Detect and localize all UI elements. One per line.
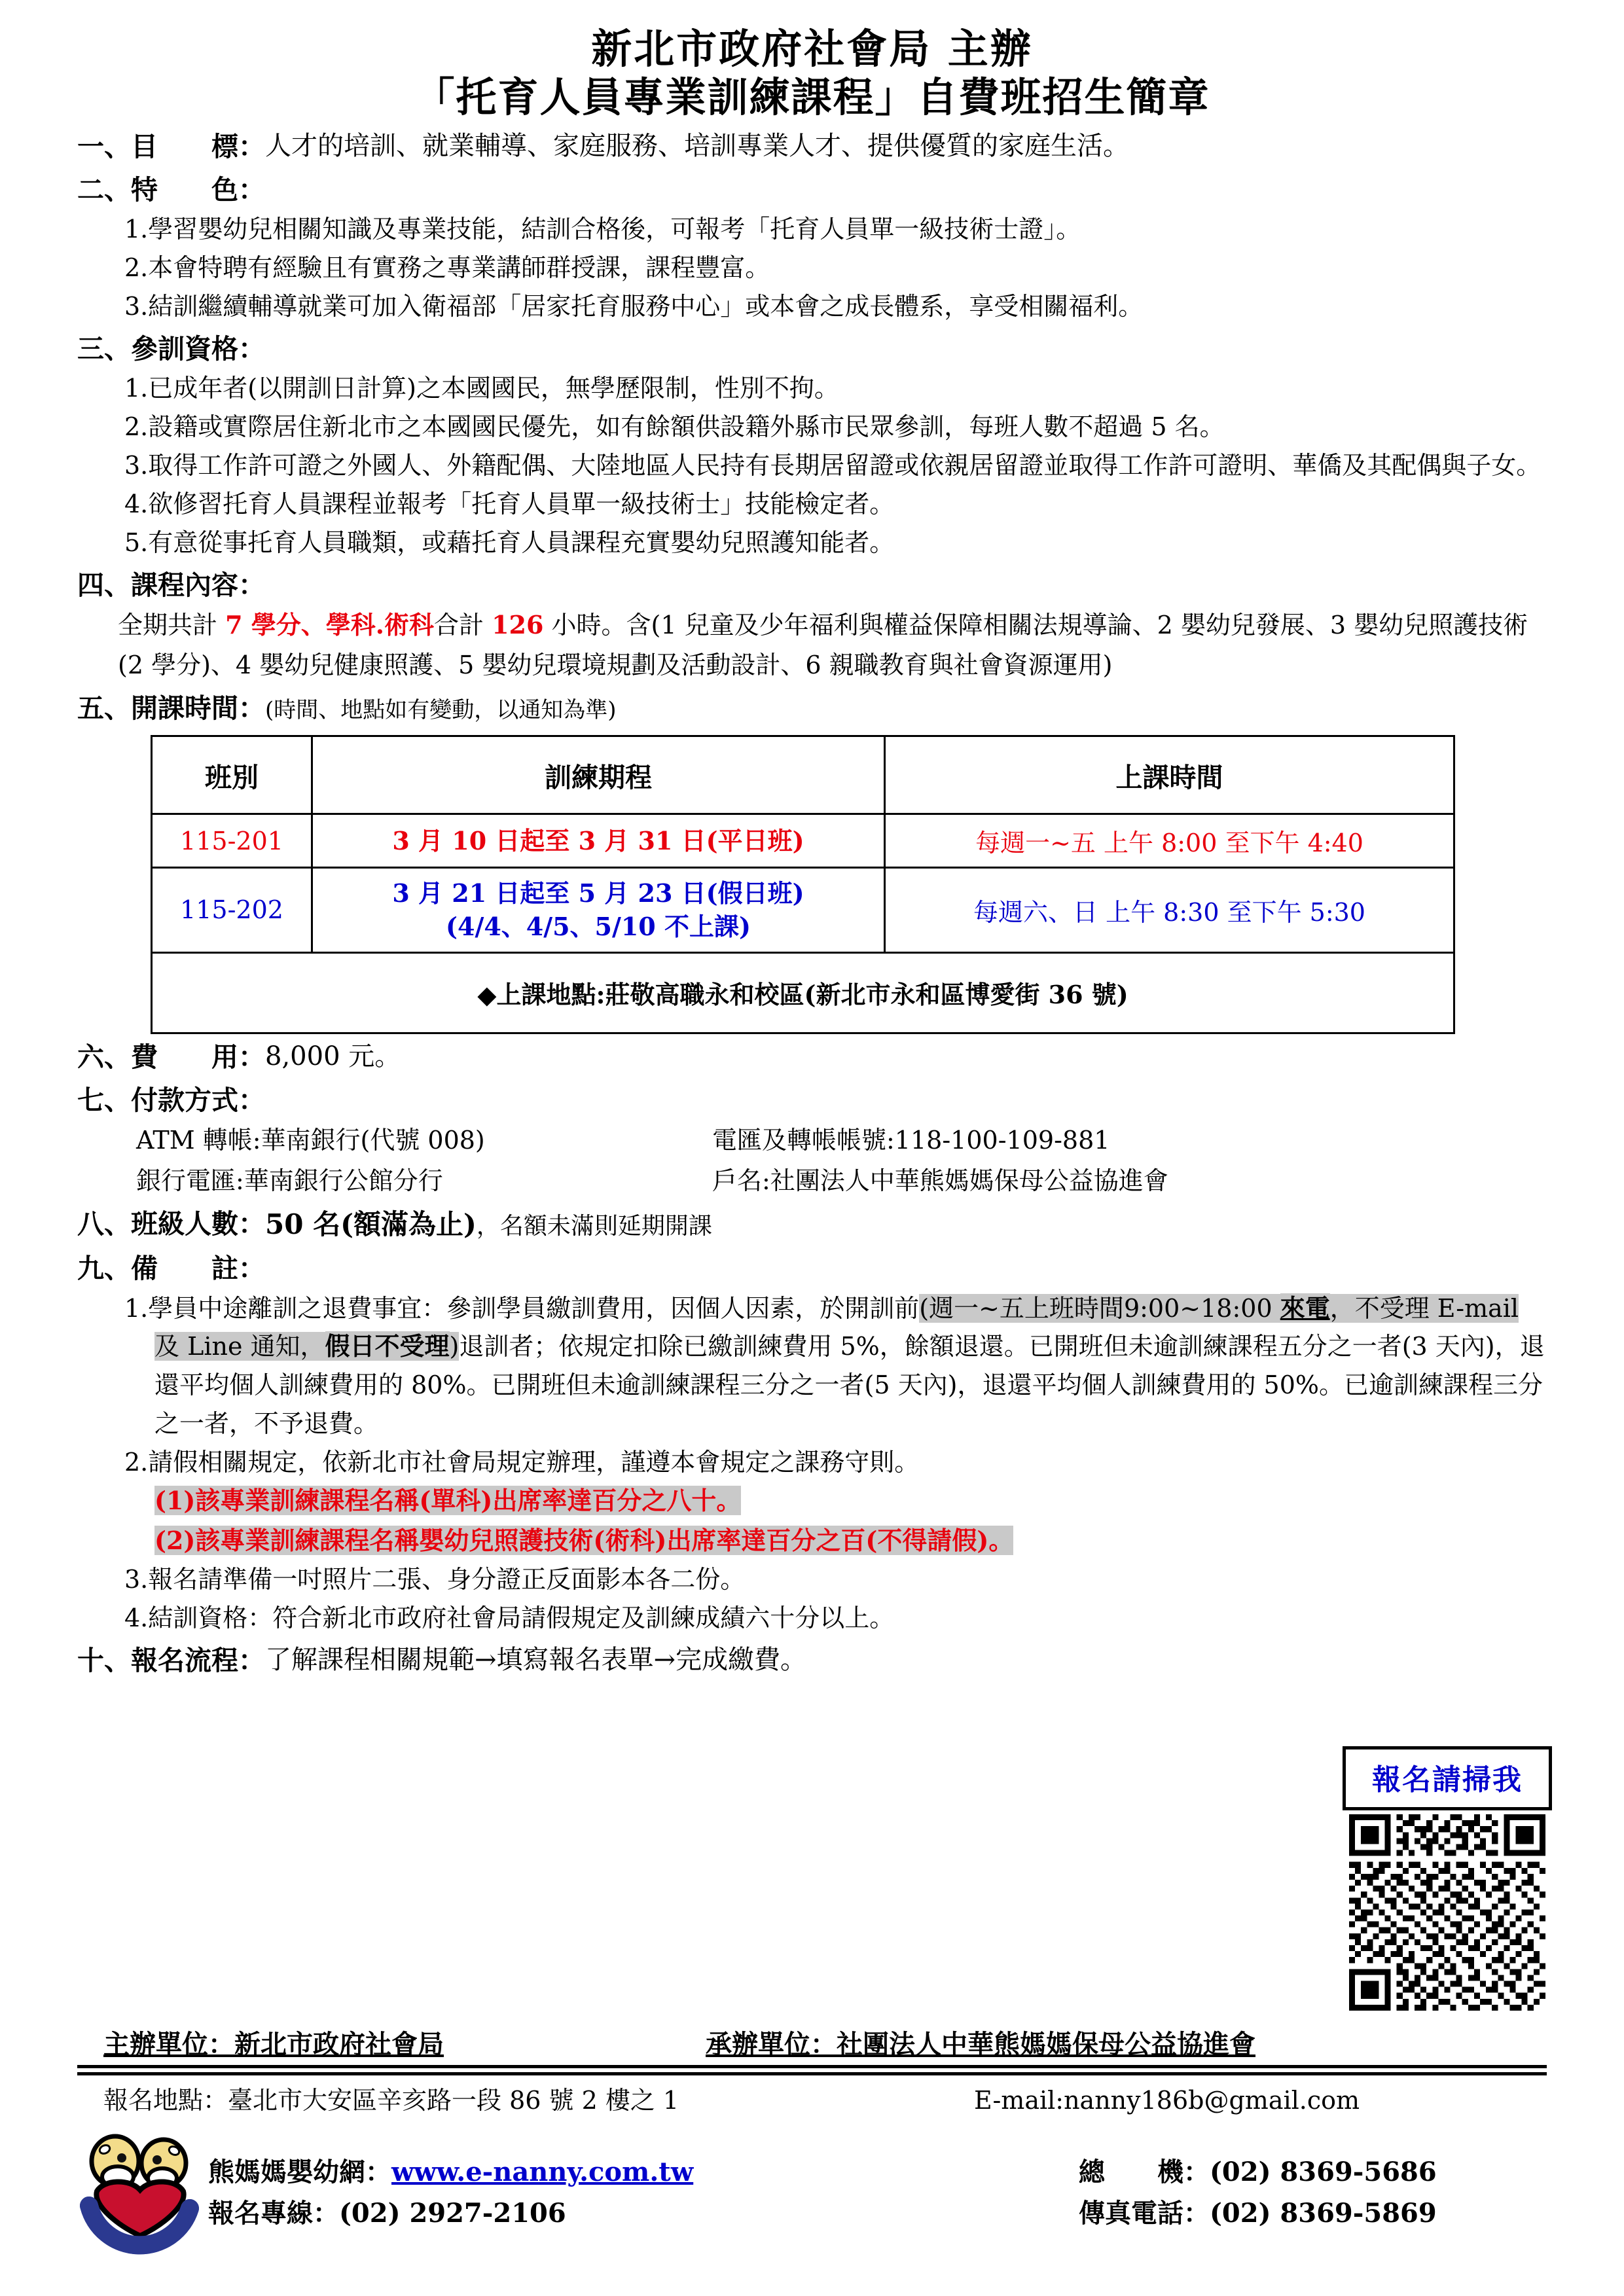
note1-call-emphasis: 來電 — [1280, 1293, 1330, 1323]
eligibility-item: 5.有意從事托育人員職類，或藉托育人員課程充實嬰幼兒照護知能者。 — [124, 528, 895, 557]
column-header-class: 班別 — [152, 736, 312, 814]
cell-period — [312, 868, 885, 953]
cell-venue: ◆上課地點:莊敬高職永和校區(新北市永和區博愛街 36 號) — [152, 952, 1454, 1033]
note-item-2-sub-wrap — [77, 1482, 1547, 1560]
note-item-4: 4.結訓資格：符合新北市政府社會局請假規定及訓練成績六十分以上。 — [124, 1603, 895, 1632]
footer-contact-row — [77, 2119, 1547, 2258]
main-phone-label: 總 機：(02) 8369-5686 — [1079, 2156, 1437, 2187]
bank-branch-label: 銀行電匯:華南銀行公館分行 — [136, 1166, 443, 1195]
table-header-row — [152, 736, 1454, 814]
signup-phone-label: 報名專線：(02) 2927-2106 — [208, 2198, 566, 2229]
payment-row-2 — [77, 1161, 1547, 1202]
email-label: E-mail:nanny186b@gmail.com — [974, 2086, 1360, 2115]
payment-row-1 — [77, 1121, 1547, 1161]
cell-time: 每週六、日 上午 8:30 至下午 5:30 — [885, 868, 1454, 953]
footer-contact-lines — [208, 2151, 1547, 2234]
column-header-period: 訓練期程 — [312, 736, 885, 814]
schedule-note: (時間、地點如有變動，以通知為準) — [265, 696, 617, 723]
eligibility-item: 4.欲修習托育人員課程並報考「托育人員單一級技術士」技能檢定者。 — [124, 490, 895, 519]
note1-holiday-emphasis: 假日不受理 — [325, 1331, 450, 1361]
host-unit-label: 主辦單位：新北市政府社會局 — [103, 2029, 444, 2060]
section-payment-number: 七、付款方式： — [77, 1084, 265, 1116]
curriculum-hours: 126 — [492, 610, 544, 640]
section-class-size-text — [265, 1204, 1547, 1246]
fax-label: 傳真電話：(02) 8369-5869 — [1079, 2198, 1437, 2229]
section-class-size-number: 八、班級人數： — [77, 1208, 265, 1240]
website-line — [208, 2151, 1079, 2193]
bear-mama-logo-icon — [77, 2127, 202, 2258]
note1-highlight-2a: 9:00~18:00 — [1123, 1293, 1280, 1323]
page-title-line2: 「托育人員專業訓練課程」自費班招生簡章 — [414, 73, 1210, 122]
cell-time: 每週一~五 上午 8:00 至下午 4:40 — [885, 814, 1454, 868]
section-schedule-header — [77, 688, 1547, 728]
footer — [77, 2024, 1547, 2258]
cell-class-id: 115-201 — [152, 814, 312, 868]
table-row — [152, 868, 1454, 953]
cell-period-line1: 3 月 21 日起至 5 月 23 日(假日班) — [392, 878, 804, 908]
section-process — [77, 1640, 1547, 1681]
qr-code-icon[interactable] — [1349, 1814, 1545, 2011]
section-fee-number: 六、費 用： — [77, 1041, 265, 1073]
curriculum-rest: 小時。含(1 兒童及少年福利與權益保障相關法規導論、2 嬰幼兒發展、3 嬰幼兒照護技術(2 學分)、4 嬰幼兒健康照護、5 嬰幼兒環境規劃及活動設計、6 親職教育與社會資源運用) — [118, 611, 1528, 679]
curriculum-pre: 全期共計 — [118, 611, 226, 640]
schedule-table — [151, 735, 1455, 1034]
note1-highlight-2b: ，不受理 E-mail 及 Line 通知， — [154, 1293, 1519, 1361]
note1-highlight-1: (週一~五上班時間 — [919, 1293, 1124, 1323]
feature-item: 1.學習嬰幼兒相關知識及專業技能，結訓合格後，可報考「托育人員單一級技術士證」。 — [124, 215, 1081, 244]
section-process-text: 了解課程相關規範→填寫報名表單→完成繳費。 — [265, 1644, 807, 1675]
note-item-2: 2.請假相關規定，依新北市社會局規定辦理，謹遵本會規定之課務守則。 — [124, 1448, 920, 1477]
footer-address-row — [77, 2082, 1547, 2119]
section-notes-number: 九、備 註： — [77, 1253, 265, 1285]
section-goal — [77, 126, 1547, 167]
section-curriculum-number: 四、課程內容： — [77, 569, 265, 601]
website-label: 熊媽媽嬰幼網： — [208, 2156, 391, 2187]
curriculum-credits: 7 學分、學科.術科 — [225, 610, 434, 640]
note-2-sub1: (1)該專業訓練課程名稱(單科)出席率達百分之八十。 — [154, 1485, 742, 1515]
cell-period: 3 月 10 日起至 3 月 31 日(平日班) — [312, 814, 885, 868]
qr-block — [1343, 1746, 1552, 2011]
curriculum-mid: 合計 — [434, 611, 492, 640]
section-goal-number: 一、目 標： — [77, 130, 265, 162]
eligibility-item: 3.取得工作許可證之外國人、外籍配偶、大陸地區人民持有長期居留證或依親居留證並取得工作許可證明、華僑及其配偶與子女。 — [124, 451, 1542, 480]
organizer-unit-label: 承辦單位：社團法人中華熊媽媽保母公益協進會 — [706, 2029, 1255, 2060]
atm-label: ATM 轉帳:華南銀行(代號 008) — [136, 1126, 485, 1155]
note-item-3: 3.報名請準備一吋照片二張、身分證正反面影本各二份。 — [124, 1564, 746, 1594]
section-eligibility-number: 三、參訓資格： — [77, 333, 265, 365]
footer-web-row — [208, 2151, 1547, 2193]
section-schedule-number: 五、開課時間： — [77, 692, 265, 724]
note-2-sub2: (2)該專業訓練課程名稱嬰幼兒照護技術(術科)出席率達百分之百(不得請假)。 — [154, 1525, 1014, 1555]
note1-part-a: 1.學員中途離訓之退費事宜：參訓學員繳訓費用，因個人因素，於開訓前 — [124, 1293, 920, 1323]
note1-highlight-2c: ) — [449, 1332, 460, 1361]
section-goal-text: 人才的培訓、就業輔導、家庭服務、培訓專業人才、提供優質的家庭生活。 — [265, 130, 1129, 161]
section-class-size — [77, 1204, 1547, 1246]
website-link[interactable]: www.e-nanny.com.tw — [391, 2156, 694, 2187]
column-header-time: 上課時間 — [885, 736, 1454, 814]
section-features-number: 二、特 色： — [77, 174, 265, 206]
feature-item: 3.結訓繼續輔導就業可加入衛福部「居家托育服務中心」或本會之成長體系，享受相關福利。 — [124, 292, 1144, 321]
eligibility-item: 2.設籍或實際居住新北市之本國國民優先，如有餘額供設籍外縣市民眾參訓，每班人數不超過 5 名。 — [124, 412, 1225, 442]
eligibility-item: 1.已成年者(以開訓日計算)之本國國民，無學歷限制，性別不拘。 — [124, 374, 839, 403]
note-2-sub2-wrap — [154, 1522, 1547, 1560]
table-row-venue — [152, 952, 1454, 1033]
note-item-1 — [77, 1289, 1547, 1444]
footer-phone-row — [208, 2193, 1547, 2234]
cell-class-id: 115-202 — [152, 868, 312, 953]
address-label: 報名地點：臺北市大安區辛亥路一段 86 號 2 樓之 1 — [103, 2086, 679, 2115]
wire-account-label: 電匯及轉帳帳號:118-100-109-881 — [712, 1126, 1110, 1155]
section-fee-text: 8,000 元。 — [265, 1041, 401, 1071]
footer-divider — [77, 2065, 1547, 2075]
curriculum-paragraph — [77, 605, 1547, 685]
note-2-sub1-wrap — [154, 1482, 741, 1520]
class-size-value: 50 名(額滿為止) — [265, 1208, 477, 1241]
footer-units-row — [77, 2024, 1547, 2064]
section-fee — [77, 1037, 1547, 1077]
cell-period-line2: (4/4、4/5、5/10 不上課) — [446, 912, 751, 942]
section-process-number: 十、報名流程： — [77, 1644, 265, 1676]
account-name-label: 戶名:社團法人中華熊媽媽保母公益協進會 — [712, 1166, 1168, 1195]
table-row — [152, 814, 1454, 868]
page-title-line1: 新北市政府社會局 主辦 — [591, 25, 1033, 73]
note1-part-b: 退訓者；依規定扣除已繳訓練費用 5%，餘額退還。已開班但未逾訓練課程五分之一者(3 天內)，退還平均個人訓練費用的 80%。已開班但未逾訓練課程三分之一者(5 天內)，退還平均個人訓練費用的 50%。已逾訓練課程三分之一者，不予退費。 — [154, 1332, 1545, 1439]
class-size-note: ，名額未滿則延期開課 — [476, 1213, 712, 1240]
feature-item: 2.本會特聘有經驗且有實務之專業講師群授課，課程豐富。 — [124, 253, 770, 283]
qr-label: 報名請掃我 — [1343, 1746, 1552, 1810]
